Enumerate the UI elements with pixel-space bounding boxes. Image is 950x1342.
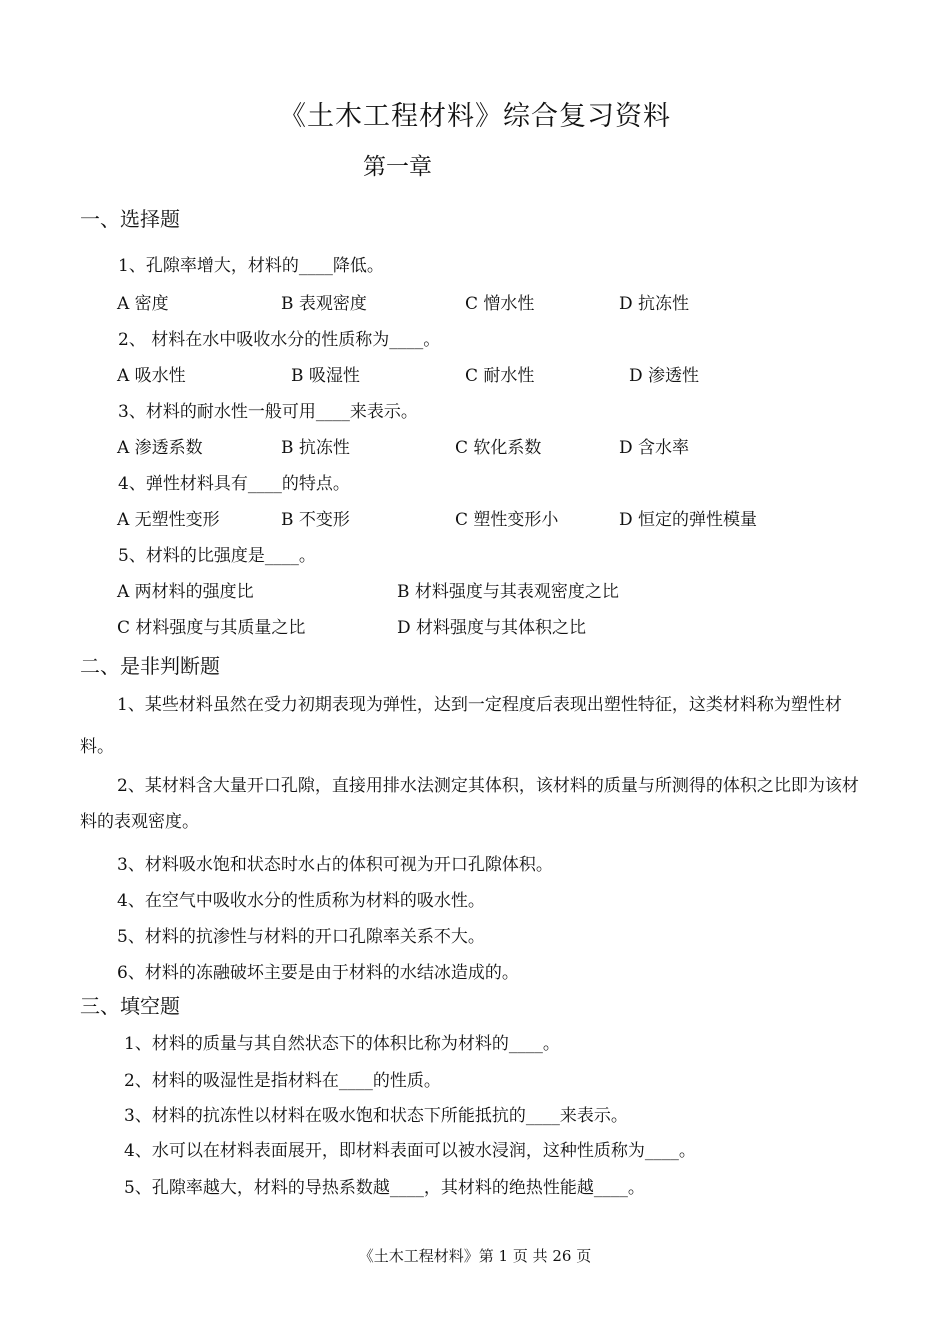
choice-3-option-a: A 渗透系数: [117, 438, 203, 458]
choice-1-option-d: D 抗冻性: [619, 294, 690, 314]
choice-5-option-c: C 材料强度与其质量之比: [117, 618, 306, 638]
choice-1-option-a: A 密度: [117, 294, 169, 314]
choice-2-option-b: B 吸湿性: [291, 366, 360, 386]
choice-5-option-a: A 两材料的强度比: [117, 582, 254, 602]
chapter-heading: 第一章: [363, 154, 432, 180]
choice-1-option-b: B 表观密度: [281, 294, 367, 314]
choice-4-option-d: D 恒定的弹性模量: [619, 510, 758, 530]
page-footer: 《土木工程材料》第 1 页 共 26 页: [358, 1247, 592, 1265]
fill-item-1: 1、材料的质量与其自然状态下的体积比称为材料的____。: [124, 1034, 560, 1054]
choice-5-option-d: D 材料强度与其体积之比: [397, 618, 587, 638]
choice-2-option-a: A 吸水性: [117, 366, 186, 386]
choice-2-option-c: C 耐水性: [465, 366, 535, 386]
fill-item-2: 2、材料的吸湿性是指材料在____的性质。: [124, 1071, 441, 1091]
document-title: 《土木工程材料》综合复习资料: [279, 101, 671, 132]
fill-item-4: 4、水可以在材料表面展开，即材料表面可以被水浸润，这种性质称为____。: [124, 1141, 696, 1161]
choice-1-option-c: C 憎水性: [465, 294, 535, 314]
choice-2-option-d: D 渗透性: [629, 366, 700, 386]
judge-item-6: 6、材料的冻融破坏主要是由于材料的水结冰造成的。: [117, 963, 519, 983]
choice-4-option-c: C 塑性变形小: [455, 510, 559, 530]
section-heading-judge: 二、是非判断题: [80, 654, 220, 678]
choice-5-option-b: B 材料强度与其表观密度之比: [397, 582, 619, 602]
choice-4-option-b: B 不变形: [281, 510, 350, 530]
section-heading-choice: 一、选择题: [80, 207, 180, 231]
judge-item-1-text: 1、某些材料虽然在受力初期表现为弹性，达到一定程度后表现出塑性特征，这类材料称为塑性材料。: [80, 695, 842, 757]
choice-question-1: 1、孔隙率增大，材料的____降低。: [118, 256, 384, 276]
choice-3-option-b: B 抗冻性: [281, 438, 350, 458]
judge-item-4: 4、在空气中吸收水分的性质称为材料的吸水性。: [117, 891, 485, 911]
fill-item-5: 5、孔隙率越大，材料的导热系数越____，其材料的绝热性能越____。: [124, 1178, 645, 1198]
judge-item-2-text: 2、某材料含大量开口孔隙，直接用排水法测定其体积，该材料的质量与所测得的体积之比即为该材料的表观密度。: [80, 776, 859, 832]
fill-item-3: 3、材料的抗冻性以材料在吸水饱和状态下所能抵抗的____来表示。: [124, 1106, 628, 1126]
choice-question-2: 2、 材料在水中吸收水分的性质称为____。: [118, 330, 441, 350]
judge-item-2: [80, 768, 875, 840]
choice-question-5: 5、材料的比强度是____。: [118, 546, 316, 566]
section-heading-fill: 三、填空题: [80, 994, 180, 1018]
choice-4-option-a: A 无塑性变形: [117, 510, 220, 530]
choice-question-4: 4、弹性材料具有____的特点。: [118, 474, 350, 494]
choice-question-3: 3、材料的耐水性一般可用____来表示。: [118, 402, 418, 422]
judge-item-5: 5、材料的抗渗性与材料的开口孔隙率关系不大。: [117, 927, 485, 947]
choice-3-option-c: C 软化系数: [455, 438, 542, 458]
judge-item-1: [80, 684, 875, 768]
choice-3-option-d: D 含水率: [619, 438, 690, 458]
judge-item-3: 3、材料吸水饱和状态时水占的体积可视为开口孔隙体积。: [117, 855, 553, 875]
